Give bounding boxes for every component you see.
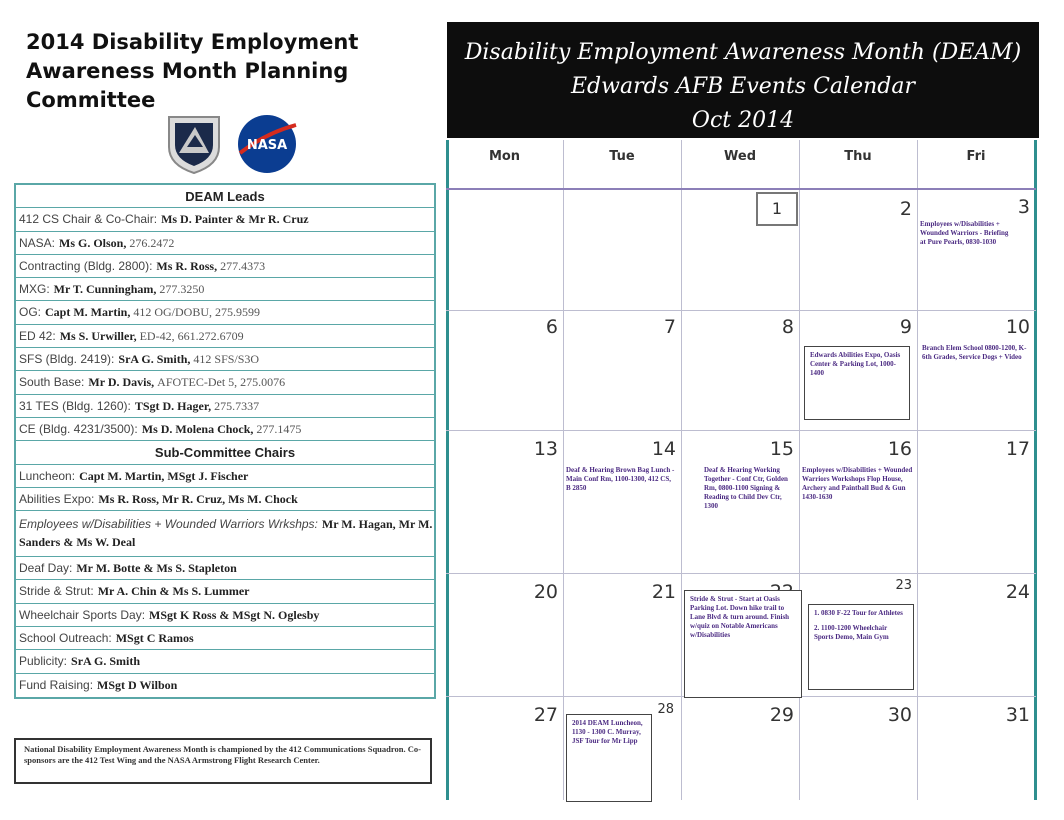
- calendar-grid: [446, 140, 1040, 800]
- day-header-mon: Mon: [488, 149, 521, 164]
- event-oct-16: Employees w/Disabilities + Wounded Warriors Workshops Flop House, Archery and Paintball Bud & Gun 1430-1630: [802, 466, 913, 501]
- leads-header: DEAM Leads: [16, 185, 434, 208]
- date-oct-10: 10: [1005, 316, 1030, 338]
- sub-row: Luncheon: Capt M. Martin, MSgt J. Fischer: [16, 465, 434, 488]
- date-oct-15: 15: [769, 438, 794, 460]
- event-oct-14: Deaf & Hearing Brown Bag Lunch - Main Conf Rm, 1100-1300, 412 CS, B 2850: [566, 466, 675, 492]
- date-oct-16: 16: [887, 438, 912, 460]
- event-oct-23: [808, 604, 914, 690]
- svg-text:NASA: NASA: [246, 138, 288, 153]
- lead-row: MXG: Mr T. Cunningham, 277.3250: [16, 278, 434, 301]
- event-oct-23-item-2: 2. 1100-1200 Wheelchair Sports Demo, Main Gym: [814, 624, 889, 641]
- day-header-fri: Fri: [966, 149, 986, 164]
- lead-row: NASA: Ms G. Olson, 276.2472: [16, 232, 434, 255]
- lead-row: 31 TES (Bldg. 1260): TSgt D. Hager, 275.7337: [16, 395, 434, 418]
- date-oct-30: 30: [887, 704, 912, 726]
- date-oct-13: 13: [533, 438, 558, 460]
- date-oct-1: 1: [756, 192, 798, 226]
- lead-row: ED 42: Ms S. Urwiller, ED-42, 661.272.6709: [16, 325, 434, 348]
- day-header-wed: Wed: [724, 149, 756, 164]
- sub-row: Stride & Strut: Mr A. Chin & Ms S. Lummer: [16, 580, 434, 603]
- date-oct-24: 24: [1005, 581, 1030, 603]
- event-oct-9: Edwards Abilities Expo, Oasis Center & Parking Lot, 1000-1400: [804, 346, 910, 420]
- sub-row: Publicity: SrA G. Smith: [16, 650, 434, 673]
- sub-row: Fund Raising: MSgt D Wilbon: [19, 677, 178, 692]
- date-oct-29: 29: [769, 704, 794, 726]
- date-oct-21: 21: [651, 581, 676, 603]
- date-oct-8: 8: [781, 316, 794, 338]
- event-oct-28: 2014 DEAM Luncheon, 1130 - 1300 C. Murray, JSF Tour for Mr Lipp: [566, 714, 652, 802]
- date-oct-20: 20: [533, 581, 558, 603]
- date-oct-23: 23: [895, 578, 912, 593]
- event-oct-15: Deaf & Hearing Working Together - Conf Ctr, Golden Rm, 0800-1100 Signing & Reading to Child Dev Ctr, 1300: [704, 466, 788, 510]
- lead-row: Contracting (Bldg. 2800): Ms R. Ross, 277.4373: [16, 255, 434, 278]
- deam-leads-table: [14, 183, 436, 699]
- lead-row: South Base: Mr D. Davis, AFOTEC-Det 5, 275.0076: [16, 371, 434, 394]
- air-force-shield-logo: [165, 113, 223, 175]
- date-oct-3: 3: [1017, 196, 1030, 218]
- calendar-title-line2: Edwards AFB Events Calendar: [571, 74, 915, 99]
- sub-row: Employees w/Disabilities + Wounded Warriors Wrkshps: Mr M. Hagan, Mr M. Sanders & Ms W. Deal: [16, 511, 434, 557]
- lead-row: SFS (Bldg. 2419): SrA G. Smith, 412 SFS/S3O: [16, 348, 434, 371]
- lead-row: CE (Bldg. 4231/3500): Ms D. Molena Chock, 277.1475: [16, 418, 434, 441]
- subcommittee-header: Sub-Committee Chairs: [16, 441, 434, 464]
- event-oct-22: Stride & Strut - Start at Oasis Parking Lot. Down hike trail to Lane Blvd & turn around. Finish w/quiz on Notable Americans w/Disabilities: [684, 590, 802, 698]
- date-oct-28: 28: [657, 702, 674, 717]
- date-oct-17: 17: [1005, 438, 1030, 460]
- sub-row: Abilities Expo: Ms R. Ross, Mr R. Cruz, Ms M. Chock: [16, 488, 434, 511]
- calendar-title-line1: Disability Employment Awareness Month (DEAM): [464, 40, 1022, 65]
- lead-row: OG: Capt M. Martin, 412 OG/DOBU, 275.9599: [16, 301, 434, 324]
- day-header-tue: Tue: [609, 149, 635, 164]
- lead-row: 412 CS Chair & Co-Chair: Ms D. Painter & Mr R. Cruz: [16, 208, 434, 231]
- nasa-logo: [236, 113, 298, 175]
- footer-note: National Disability Employment Awareness Month is championed by the 412 Communications Squadron. Co-sponsors are the 412 Test Wing and the NASA Armstrong Flight Research Center.: [14, 738, 432, 784]
- date-oct-9: 9: [899, 316, 912, 338]
- sub-row: Wheelchair Sports Day: MSgt K Ross & MSgt N. Oglesby: [16, 604, 434, 627]
- date-oct-6: 6: [545, 316, 558, 338]
- event-oct-23-item-1: 1. 0830 F-22 Tour for Athletes: [814, 609, 903, 617]
- sub-row: Deaf Day: Mr M. Botte & Ms S. Stapleton: [16, 557, 434, 580]
- page-title: 2014 Disability Employment Awareness Month Planning Committee: [26, 30, 359, 112]
- date-oct-2: 2: [899, 198, 912, 220]
- calendar-title-line3: Oct 2014: [691, 108, 795, 133]
- date-oct-31: 31: [1005, 704, 1030, 726]
- date-oct-7: 7: [663, 316, 676, 338]
- event-oct-10: Branch Elem School 0800-1200, K-6th Grades, Service Dogs + Video: [922, 344, 1027, 361]
- date-oct-14: 14: [651, 438, 676, 460]
- calendar-header: [447, 22, 1039, 138]
- date-oct-27: 27: [533, 704, 558, 726]
- event-oct-3: Employees w/Disabilities + Wounded Warriors - Briefing at Pure Pearls, 0830-1030: [920, 220, 1009, 246]
- day-header-thu: Thu: [844, 149, 872, 164]
- sub-row: School Outreach: MSgt C Ramos: [16, 627, 434, 650]
